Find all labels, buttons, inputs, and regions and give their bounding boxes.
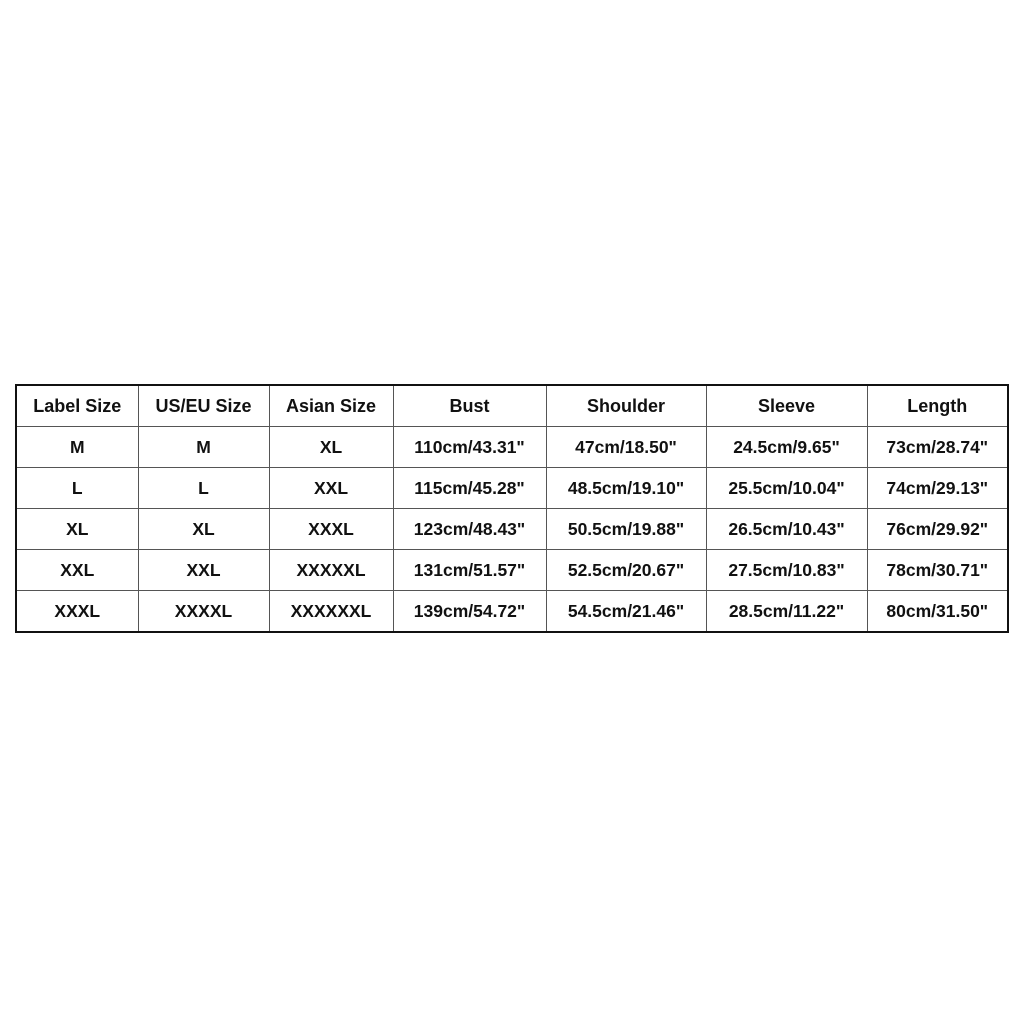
cell-us-eu-size: M bbox=[138, 427, 269, 468]
header-us-eu-size: US/EU Size bbox=[138, 385, 269, 427]
cell-length: 74cm/29.13" bbox=[867, 468, 1008, 509]
header-bust: Bust bbox=[393, 385, 546, 427]
table-row bbox=[16, 591, 1008, 633]
cell-shoulder: 54.5cm/21.46" bbox=[546, 591, 706, 633]
table-row bbox=[16, 509, 1008, 550]
cell-length: 73cm/28.74" bbox=[867, 427, 1008, 468]
cell-us-eu-size: XL bbox=[138, 509, 269, 550]
cell-sleeve: 24.5cm/9.65" bbox=[706, 427, 867, 468]
cell-asian-size: XL bbox=[269, 427, 393, 468]
cell-shoulder: 47cm/18.50" bbox=[546, 427, 706, 468]
size-chart-table bbox=[15, 384, 1009, 633]
cell-sleeve: 28.5cm/11.22" bbox=[706, 591, 867, 633]
cell-asian-size: XXXL bbox=[269, 509, 393, 550]
cell-asian-size: XXL bbox=[269, 468, 393, 509]
cell-us-eu-size: XXXXL bbox=[138, 591, 269, 633]
cell-bust: 123cm/48.43" bbox=[393, 509, 546, 550]
cell-asian-size: XXXXXL bbox=[269, 550, 393, 591]
cell-us-eu-size: L bbox=[138, 468, 269, 509]
header-asian-size: Asian Size bbox=[269, 385, 393, 427]
cell-length: 76cm/29.92" bbox=[867, 509, 1008, 550]
cell-bust: 139cm/54.72" bbox=[393, 591, 546, 633]
header-shoulder: Shoulder bbox=[546, 385, 706, 427]
cell-us-eu-size: XXL bbox=[138, 550, 269, 591]
cell-bust: 131cm/51.57" bbox=[393, 550, 546, 591]
cell-label-size: M bbox=[16, 427, 138, 468]
cell-shoulder: 52.5cm/20.67" bbox=[546, 550, 706, 591]
header-label-size: Label Size bbox=[16, 385, 138, 427]
cell-length: 78cm/30.71" bbox=[867, 550, 1008, 591]
cell-length: 80cm/31.50" bbox=[867, 591, 1008, 633]
cell-sleeve: 27.5cm/10.83" bbox=[706, 550, 867, 591]
table-row bbox=[16, 550, 1008, 591]
cell-bust: 115cm/45.28" bbox=[393, 468, 546, 509]
table-row bbox=[16, 427, 1008, 468]
cell-shoulder: 48.5cm/19.10" bbox=[546, 468, 706, 509]
cell-bust: 110cm/43.31" bbox=[393, 427, 546, 468]
cell-label-size: XL bbox=[16, 509, 138, 550]
header-row bbox=[16, 385, 1008, 427]
header-sleeve: Sleeve bbox=[706, 385, 867, 427]
cell-sleeve: 25.5cm/10.04" bbox=[706, 468, 867, 509]
cell-sleeve: 26.5cm/10.43" bbox=[706, 509, 867, 550]
cell-asian-size: XXXXXXL bbox=[269, 591, 393, 633]
table-row bbox=[16, 468, 1008, 509]
cell-label-size: XXL bbox=[16, 550, 138, 591]
cell-shoulder: 50.5cm/19.88" bbox=[546, 509, 706, 550]
cell-label-size: XXXL bbox=[16, 591, 138, 633]
cell-label-size: L bbox=[16, 468, 138, 509]
header-length: Length bbox=[867, 385, 1008, 427]
